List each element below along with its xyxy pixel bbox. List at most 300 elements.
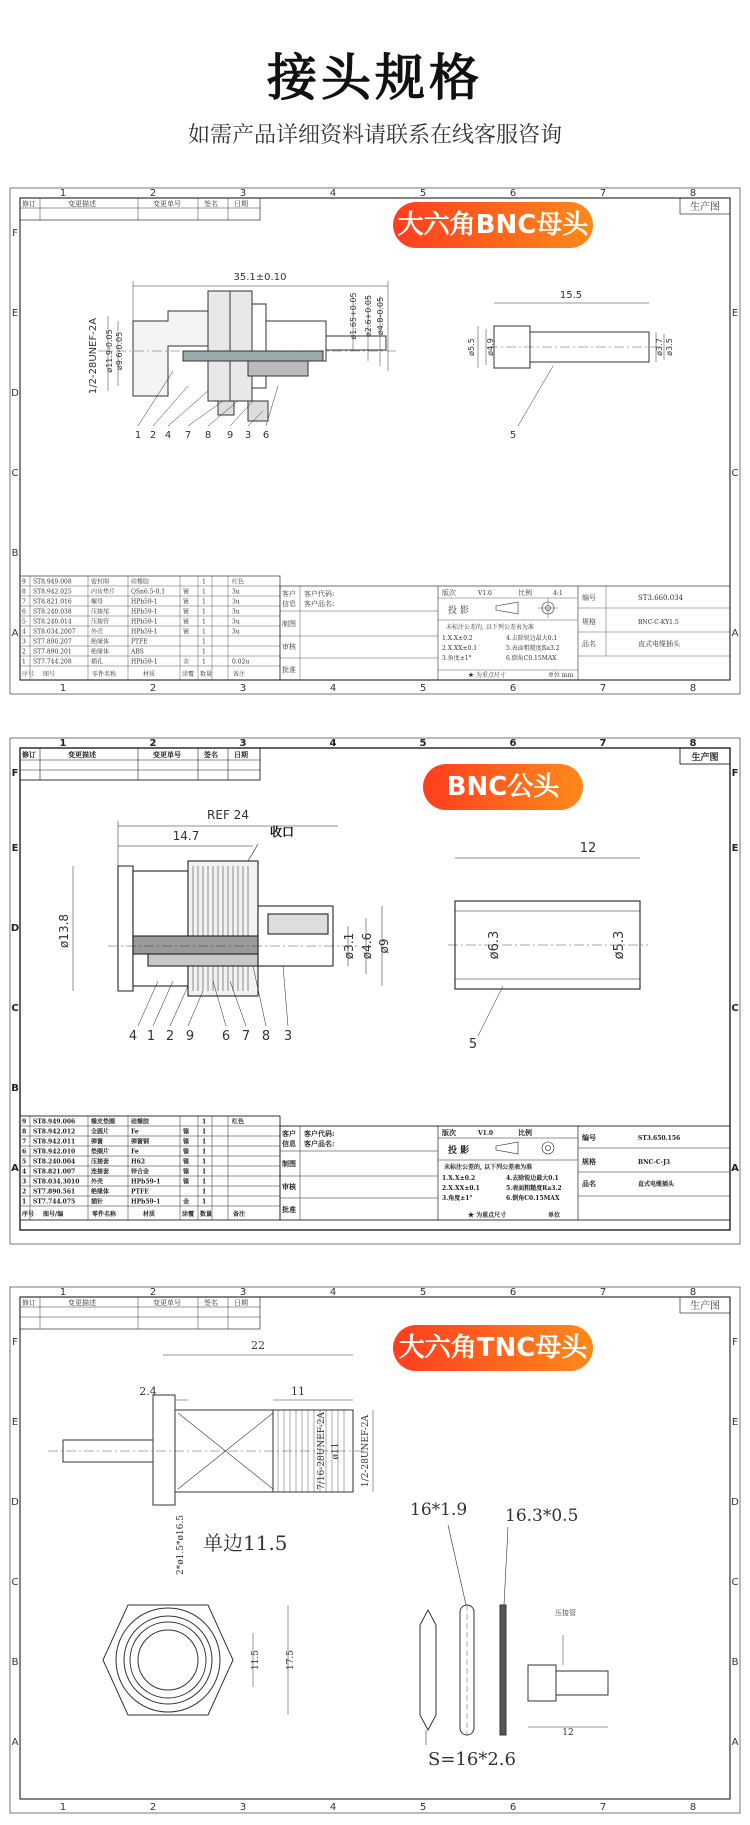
dim-ring1: 16*1.9 — [410, 1500, 468, 1520]
bom-table — [20, 1116, 280, 1220]
crimp-note: 压接管 — [555, 1609, 576, 1617]
row-letter: E — [731, 843, 739, 854]
bom-cell: 5 — [22, 618, 26, 626]
dim-f4: ø3.5 — [665, 338, 674, 356]
bom-cell: 1 — [202, 648, 206, 656]
bom-cell: 绝缘体 — [91, 1188, 110, 1196]
col-number: 3 — [239, 738, 247, 749]
bom-cell: 镍 — [183, 1128, 190, 1136]
bom-cell: 1 — [202, 578, 206, 586]
bom-cell: 1 — [202, 618, 206, 626]
bom-cell: 1 — [202, 658, 206, 666]
bom-cell: 镀 — [183, 588, 190, 596]
production-tag: 生产图 — [690, 202, 720, 213]
bnc-male-drawing — [73, 821, 382, 1026]
bom-cell: 锌合金 — [131, 1168, 150, 1176]
bom-cell: 绝缘体 — [91, 638, 110, 646]
dim-crimp: 收口 — [270, 825, 295, 839]
projection-symbol — [496, 1142, 554, 1154]
tb-customer: 客户 — [282, 1129, 296, 1138]
bom-cell: 1 — [202, 1198, 207, 1206]
tb-tol: 3.角度±1° — [442, 655, 472, 662]
bom-cell: 7 — [22, 1138, 27, 1146]
bom-cell: 1 — [202, 628, 206, 636]
bom-cell: ST8.034.2007 — [33, 628, 76, 636]
dim-d11: ø11 — [331, 1442, 341, 1460]
tb-customer: 客户 — [282, 590, 296, 598]
row-letter: A — [11, 1737, 19, 1748]
bom-cell: 镀 — [183, 598, 190, 606]
bom-cell: 9 — [22, 1118, 27, 1126]
bom-cell: ST7.890.207 — [33, 638, 72, 646]
tb-customer-code: 客户代码: — [304, 1129, 335, 1138]
tb-info: 信息 — [282, 600, 296, 608]
bom-cell: 3u — [232, 588, 240, 596]
bom-cell: 1 — [202, 1148, 207, 1156]
row-letter: D — [11, 1497, 19, 1508]
rev-header: 日期 — [234, 750, 248, 759]
dim-hex: S=16*2.6 — [428, 1749, 516, 1770]
bom-cell: HPb59-1 — [131, 1198, 161, 1206]
bom-cell: 内齿垫片 — [91, 588, 116, 596]
tb-customer-code: 客户代码: — [304, 590, 335, 598]
row-letter: F — [731, 768, 739, 779]
bom-cell: ST8.034.3010 — [33, 1178, 80, 1186]
bom-cell: 1 — [202, 1128, 207, 1136]
col-number: 4 — [329, 188, 337, 199]
production-tag: 生产图 — [690, 1301, 720, 1312]
bom-cell: 橡皮垫圈 — [91, 1118, 116, 1126]
drawing-sheet-bnc-male — [8, 736, 742, 1246]
tb-name: 直式电缆插头 — [638, 640, 680, 648]
bom-cell: 螺母 — [91, 598, 104, 606]
tb-name-label: 品名 — [582, 1179, 596, 1188]
tb-tol: 1.X.X±0.2 — [442, 635, 473, 642]
dim-d3: ø1.65+0.05 — [349, 292, 358, 340]
col-number: 6 — [509, 188, 517, 199]
tb-approve: 批准 — [282, 1205, 296, 1214]
rev-header: 变更单号 — [153, 1299, 181, 1307]
tb-name-label: 品名 — [582, 640, 596, 648]
col-number: 6 — [509, 738, 517, 749]
rev-header: 变更单号 — [153, 200, 181, 208]
rev-header: 变更描述 — [68, 750, 96, 759]
bom-cell: 1 — [202, 1158, 207, 1166]
title-block — [280, 1126, 730, 1220]
bom-cell: 1 — [202, 588, 206, 596]
bom-cell: 全圆片 — [91, 1128, 110, 1136]
dim-d4: ø2.6+0.05 — [364, 294, 373, 338]
dim-overall: 22 — [251, 1339, 265, 1352]
callout: 4 — [164, 430, 172, 441]
tb-key-note: ★ 为重点尺寸 — [468, 1212, 507, 1219]
bom-cell: 8 — [22, 588, 26, 596]
revision-table — [20, 748, 260, 780]
dim-ref: REF 24 — [207, 808, 249, 822]
col-number: 5 — [419, 683, 427, 694]
tb-version: V1.0 — [478, 1130, 494, 1137]
dim-ferrule-len: 12 — [562, 1728, 574, 1738]
callout-ferrule: 5 — [509, 430, 517, 441]
bom-footer: 材质 — [143, 1211, 156, 1218]
rev-header: 变更单号 — [153, 750, 181, 759]
row-letter: B — [11, 1657, 19, 1668]
dim-h175: 17.5 — [286, 1649, 296, 1671]
bom-cell: 1 — [202, 1188, 207, 1196]
bom-cell: QSn6.5-0.1 — [131, 588, 166, 596]
col-number: 5 — [419, 188, 427, 199]
row-letter: D — [11, 388, 19, 399]
col-number: 4 — [329, 683, 337, 694]
callout: 6 — [262, 430, 270, 441]
sheet-2-drawing — [8, 736, 742, 1246]
row-letter: E — [11, 843, 19, 854]
bom-cell: Fe — [131, 1128, 139, 1136]
revision-table — [20, 198, 260, 220]
dim-d1: ø11.9-0.05 — [105, 329, 114, 373]
bom-cell: 镍 — [183, 1148, 190, 1156]
callout: 9 — [226, 430, 234, 441]
row-letter: B — [11, 1083, 19, 1094]
bom-cell: 硅橡胶 — [131, 578, 150, 586]
bom-footer: 序号 — [22, 1211, 35, 1218]
col-number: 7 — [599, 1802, 607, 1813]
bom-cell: 镍 — [183, 1178, 190, 1186]
col-number: 2 — [149, 188, 157, 199]
bom-cell: 镀 — [183, 608, 190, 616]
row-letter: F — [11, 768, 19, 779]
tb-tol: 6.倒角C0.15MAX — [506, 1195, 560, 1202]
callout: 7 — [184, 430, 192, 441]
dim-f3: ø3.7 — [655, 338, 664, 356]
col-number: 2 — [149, 1802, 157, 1813]
bom-cell: 9 — [22, 578, 26, 586]
dim-h115: 11.5 — [251, 1649, 261, 1671]
bom-cell: 插孔 — [91, 658, 104, 666]
tb-made: 制图 — [282, 620, 296, 628]
tb-product-name: 客户品名: — [304, 600, 335, 608]
bom-cell: PTFE — [131, 638, 148, 646]
bom-cell: 3 — [22, 1178, 27, 1186]
col-number: 5 — [419, 1802, 427, 1813]
bom-cell: ST7.744.075 — [33, 1198, 76, 1206]
dim-d5: ø4.8-0.05 — [376, 296, 385, 336]
tb-check: 审核 — [282, 643, 296, 651]
tnc-washer-details — [420, 1525, 608, 1745]
callout-ferrule: 5 — [468, 1037, 478, 1052]
dim-ring2: 16.3*0.5 — [505, 1506, 579, 1526]
rev-header: 签名 — [204, 200, 218, 208]
bom-cell: 外壳 — [91, 1178, 104, 1186]
bom-cell: 红色 — [232, 1118, 245, 1126]
bom-cell: 镍 — [183, 1138, 190, 1146]
bom-cell: 3u — [232, 608, 240, 616]
bom-cell: 弹簧 — [91, 1138, 104, 1146]
page-subtitle: 如需产品详细资料请联系在线客服咨询 — [187, 123, 562, 148]
bom-cell: 压接管 — [91, 618, 110, 626]
bom-cell: ST7.890.201 — [33, 648, 72, 656]
bom-cell: H62 — [131, 1158, 146, 1166]
bom-cell: 1 — [202, 638, 206, 646]
row-letter: D — [10, 923, 20, 934]
banner-tnc-female-hex: 大六角TNC母头 — [393, 1325, 593, 1371]
tb-tol-title: 未标注公差的, 以下列公差表为准 — [446, 624, 534, 631]
bom-cell: ST8.942.025 — [33, 588, 72, 596]
revision-table — [20, 1297, 260, 1329]
dim-d2: ø9.6-0.05 — [115, 331, 124, 371]
bom-cell: ST7.744.208 — [33, 658, 72, 666]
tb-tol: 6.倒角C0.15MAX — [506, 655, 557, 662]
bom-cell: 镍 — [183, 1168, 190, 1176]
bom-cell: HPb59-1 — [131, 1178, 161, 1186]
tb-tol: 2.X.XX±0.1 — [442, 645, 478, 652]
tb-unit: 单位 — [548, 1212, 561, 1219]
page-title: 接头规格 — [267, 49, 483, 107]
col-number: 2 — [149, 1287, 157, 1298]
bom-footer: 备注 — [233, 671, 246, 678]
row-letter: E — [731, 1417, 739, 1428]
col-number: 6 — [509, 683, 517, 694]
sheet-3-drawing — [8, 1285, 742, 1815]
tb-tol-title: 未标注公差的, 以下列公差表为准 — [444, 1164, 533, 1171]
dim-thread: 1/2-28UNEF-2A — [88, 317, 99, 395]
rev-header: 日期 — [234, 200, 248, 208]
bom-cell: 连接套 — [91, 1168, 110, 1176]
bom-cell: PTFE — [131, 1188, 149, 1196]
bom-cell: 0.02u — [232, 658, 250, 666]
rev-header: 日期 — [234, 1299, 248, 1307]
tb-tol: 3.角度±1° — [442, 1195, 473, 1202]
bom-cell: ST8.942.012 — [33, 1128, 76, 1136]
bom-cell: 3u — [232, 618, 240, 626]
col-number: 7 — [599, 1287, 607, 1298]
rev-header: 修订 — [22, 200, 36, 208]
bom-cell: 4 — [22, 1168, 27, 1176]
tb-tol: 1.X.X±0.2 — [442, 1175, 476, 1182]
row-letter: A — [731, 1163, 739, 1174]
callout: 1 — [146, 1029, 156, 1044]
row-letter: D — [731, 1497, 739, 1508]
dim-ferrule-len: 12 — [579, 841, 597, 856]
drawing-sheet-bnc-female-hex — [8, 186, 742, 696]
rev-header: 修订 — [22, 750, 36, 759]
col-number: 1 — [59, 683, 67, 694]
callout: 8 — [261, 1029, 271, 1044]
bom-cell: 1 — [202, 1168, 207, 1176]
sheet-1-drawing — [8, 186, 742, 696]
tb-tol: 5.表面粗糙度Ra3.2 — [506, 1185, 562, 1192]
tb-version: V1.0 — [478, 590, 492, 597]
callout: 6 — [221, 1029, 231, 1044]
bom-cell: HPb59-1 — [131, 628, 158, 636]
tb-approve: 批准 — [282, 666, 296, 674]
col-number: 3 — [239, 188, 247, 199]
bom-table — [20, 576, 280, 680]
bom-cell: 金 — [183, 1198, 190, 1206]
row-letter: A — [731, 1737, 739, 1748]
row-letter: C — [731, 468, 739, 479]
bom-footer: 数量 — [200, 1211, 213, 1218]
dim-ferrule-len: 15.5 — [559, 290, 583, 301]
tb-ratio-label: 比例 — [518, 589, 532, 597]
bom-cell: ST8.240.004 — [33, 1158, 76, 1166]
bom-cell: 6 — [22, 608, 26, 616]
dim-d31: ø3.1 — [342, 932, 356, 960]
dim-single-side: 单边11.5 — [203, 1531, 288, 1555]
tb-tol: 4.去除锐边最大0.1 — [506, 635, 558, 642]
bom-cell: 2 — [22, 1188, 27, 1196]
rev-header: 变更描述 — [68, 200, 96, 208]
col-number: 3 — [239, 1802, 247, 1813]
tb-version-label: 版次 — [442, 1128, 456, 1137]
bom-cell: ST8.821.016 — [33, 598, 72, 606]
dim-overall: 35.1±0.10 — [233, 272, 287, 283]
bom-footer: 零件名称 — [92, 671, 117, 678]
col-number: 8 — [689, 683, 697, 694]
col-number: 5 — [419, 738, 427, 749]
title-block — [280, 586, 730, 680]
bom-footer: 数量 — [200, 671, 213, 678]
row-letter: E — [731, 308, 739, 319]
bom-cell: 红色 — [232, 578, 245, 586]
tb-spec-label: 规格 — [582, 618, 596, 626]
row-letter: A — [731, 628, 739, 639]
tb-spec: BNC-C-KY1.5 — [638, 619, 679, 626]
tb-spec: BNC-C-J3 — [638, 1159, 671, 1166]
bom-cell: ST8.942.010 — [33, 1148, 76, 1156]
row-letter: E — [11, 1417, 19, 1428]
bom-cell: 插针 — [91, 1198, 104, 1206]
bom-footer: 图号/编 — [43, 1211, 64, 1218]
row-letter: B — [11, 548, 19, 559]
col-number: 1 — [59, 1287, 67, 1298]
tb-no: ST3.650.156 — [638, 1135, 681, 1142]
tb-tol: 5.表面粗糙度Ra3.2 — [506, 645, 560, 652]
banner-bnc-male: BNC公头 — [423, 764, 583, 810]
dim-f1: ø5.5 — [467, 338, 476, 356]
bom-cell: 5 — [22, 1158, 27, 1166]
callout: 3 — [283, 1029, 293, 1044]
dim-thread1: 7/16-28UNEF-2A — [317, 1412, 327, 1490]
row-letter: F — [732, 1337, 738, 1348]
bom-footer: 零件名称 — [92, 1211, 117, 1218]
bom-footer: 涂覆 — [182, 1211, 195, 1218]
bom-cell: 1 — [202, 598, 206, 606]
col-number: 2 — [149, 738, 157, 749]
tb-projection: 投 影 — [448, 606, 469, 616]
bom-cell: ST8.240.038 — [33, 608, 72, 616]
bom-cell: HPb59-1 — [131, 608, 158, 616]
tb-no: ST3.660.034 — [638, 594, 684, 602]
bom-cell: 1 — [202, 1138, 207, 1146]
tb-version-label: 版次 — [442, 589, 456, 597]
bom-cell: HPb59-1 — [131, 598, 158, 606]
bom-cell: 3u — [232, 598, 240, 606]
bom-cell: ST7.890.561 — [33, 1188, 76, 1196]
col-number: 6 — [509, 1802, 517, 1813]
rev-header: 签名 — [204, 750, 218, 759]
col-number: 3 — [239, 683, 247, 694]
bom-cell: 8 — [22, 1128, 27, 1136]
tb-ratio: 4:1 — [553, 590, 563, 597]
bom-cell: 1 — [22, 1198, 27, 1206]
row-letter: A — [11, 628, 19, 639]
dim-mid: 11 — [291, 1385, 305, 1398]
bom-cell: 1 — [22, 658, 26, 666]
bom-footer: 备注 — [233, 1211, 246, 1218]
bom-cell: 1 — [202, 1118, 207, 1126]
callout: 1 — [134, 430, 142, 441]
rev-header: 变更描述 — [68, 1299, 96, 1307]
tb-check: 审核 — [282, 1182, 296, 1191]
bom-cell: ABS — [131, 648, 144, 656]
row-letter: C — [731, 1003, 739, 1014]
tb-ratio-label: 比例 — [518, 1128, 532, 1137]
bom-cell: 硅橡胶 — [131, 1118, 150, 1126]
row-letter: C — [11, 1003, 19, 1014]
dim-f53: ø5.3 — [612, 930, 627, 960]
col-number: 5 — [419, 1287, 427, 1298]
callout: 9 — [185, 1029, 195, 1044]
callout: 4 — [128, 1029, 138, 1044]
bom-cell: 1 — [202, 608, 206, 616]
bom-cell: 密封圈 — [91, 578, 110, 586]
bom-cell: Fe — [131, 1148, 139, 1156]
bom-cell: 6 — [22, 1148, 27, 1156]
bom-cell: ST8.821.007 — [33, 1168, 76, 1176]
col-number: 2 — [149, 683, 157, 694]
bom-cell: 3 — [22, 638, 26, 646]
bom-cell: ST8.942.011 — [33, 1138, 76, 1146]
callout: 8 — [204, 430, 212, 441]
bom-cell: 弹簧钢 — [131, 1138, 150, 1146]
col-number: 7 — [599, 738, 607, 749]
bom-cell: 压接尾 — [91, 608, 110, 616]
bom-cell: 绝缘体 — [91, 648, 110, 656]
tb-no-label: 编号 — [582, 594, 596, 602]
banner-bnc-female-hex: 大六角BNC母头 — [393, 202, 593, 248]
bom-cell: 压接套 — [91, 1158, 110, 1166]
bom-cell: 镀 — [183, 618, 190, 626]
bom-cell: 7 — [22, 598, 26, 606]
production-tag: 生产图 — [691, 753, 719, 763]
tb-tol: 2.X.XX±0.1 — [442, 1185, 480, 1192]
dim-d9: ø9 — [377, 938, 391, 954]
row-letter: B — [731, 1657, 739, 1668]
col-number: 7 — [599, 683, 607, 694]
row-letter: E — [11, 308, 19, 319]
bom-cell: ST8.949.008 — [33, 578, 72, 586]
projection-symbol — [496, 598, 558, 618]
bom-cell: 3u — [232, 628, 240, 636]
dim-d46: ø4.6 — [360, 932, 374, 960]
dim-small: 2.4 — [139, 1385, 157, 1398]
bom-cell: HPb59-1 — [131, 658, 158, 666]
row-letter: F — [12, 1337, 18, 1348]
bom-footer: 材质 — [143, 671, 156, 678]
bom-cell: 垫圈片 — [91, 1148, 110, 1156]
bom-cell: 4 — [22, 628, 26, 636]
col-number: 1 — [59, 738, 67, 749]
tb-info: 信息 — [282, 1139, 296, 1148]
tb-no-label: 编号 — [582, 1133, 596, 1142]
col-number: 4 — [329, 1802, 337, 1813]
tb-product-name: 客户品名: — [304, 1139, 335, 1148]
col-number: 1 — [59, 188, 67, 199]
tb-unit: 单位 mm — [548, 672, 574, 679]
dim-f63: ø6.3 — [487, 930, 502, 960]
row-letter: A — [11, 1163, 19, 1174]
